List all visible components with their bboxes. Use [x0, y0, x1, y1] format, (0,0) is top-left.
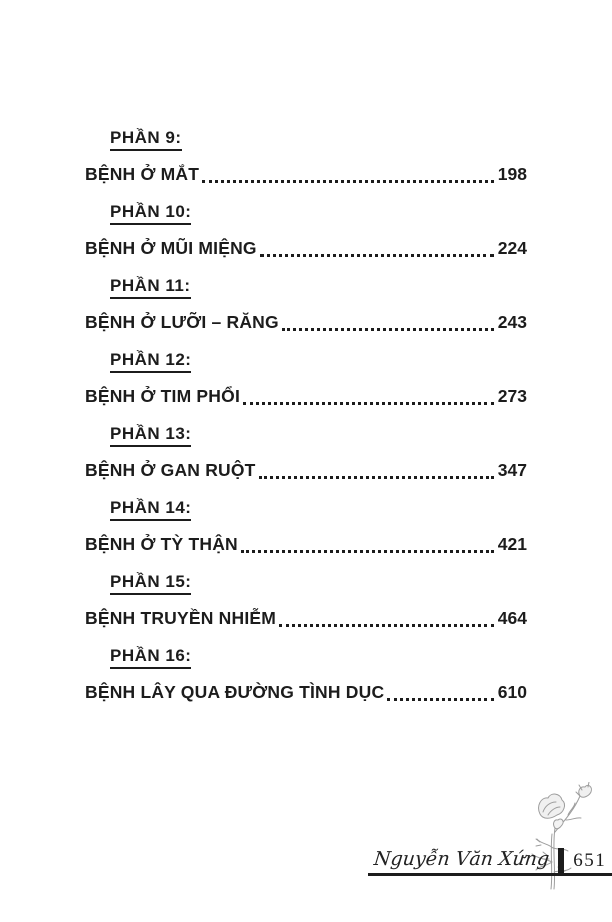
toc-section-heading: PHẦN 11: [110, 276, 191, 299]
dot-leader [243, 402, 494, 405]
toc-section-heading: PHẦN 9: [110, 128, 182, 151]
toc-heading-row [110, 202, 527, 225]
toc-entry-page-number: 347 [497, 460, 527, 480]
toc-section-heading: PHẦN 14: [110, 498, 191, 521]
page-number: 651 [573, 849, 607, 871]
dot-leader [202, 180, 494, 183]
toc-list [85, 128, 527, 720]
dot-leader [259, 476, 494, 479]
toc-entry-title: BỆNH Ở LƯỠI – RĂNG [85, 312, 279, 332]
toc-section [85, 276, 527, 335]
toc-entry [85, 164, 527, 187]
toc-section-heading: PHẦN 10: [110, 202, 191, 225]
toc-entry-title: BỆNH Ở TỲ THẬN [85, 534, 238, 554]
toc-entry-page-number: 610 [497, 682, 527, 702]
toc-heading-row [110, 572, 527, 595]
author-signature: Nguyễn Văn Xứng [372, 848, 551, 870]
toc-entry [85, 238, 527, 261]
toc-section [85, 646, 527, 705]
toc-entry-page-number: 273 [497, 386, 527, 406]
dot-leader [282, 328, 494, 331]
dot-leader [241, 550, 494, 553]
toc-entry-title: BỆNH Ở GAN RUỘT [85, 460, 256, 480]
toc-entry-title: BỆNH Ở TIM PHỔI [85, 386, 241, 406]
dot-leader [260, 254, 494, 257]
toc-entry [85, 312, 527, 335]
toc-section [85, 572, 527, 631]
toc-entry-page-number: 464 [497, 608, 527, 628]
toc-heading-row [110, 128, 527, 151]
toc-heading-row [110, 276, 527, 299]
toc-section-heading: PHẦN 16: [110, 646, 191, 669]
toc-entry-page-number: 224 [497, 238, 527, 258]
page-footer [0, 844, 612, 904]
toc-entry [85, 386, 527, 409]
toc-section-heading: PHẦN 12: [110, 350, 191, 373]
toc-heading-row [110, 350, 527, 373]
toc-section [85, 424, 527, 483]
toc-entry [85, 534, 527, 557]
toc-section-heading: PHẦN 15: [110, 572, 191, 595]
dot-leader [279, 624, 494, 627]
toc-entry-title: BỆNH LÂY QUA ĐƯỜNG TÌNH DỤC [85, 682, 385, 702]
toc-section [85, 202, 527, 261]
toc-heading-row [110, 646, 527, 669]
toc-heading-row [110, 498, 527, 521]
toc-section [85, 128, 527, 187]
toc-entry-title: BỆNH Ở MŨI MIỆNG [85, 238, 257, 258]
dot-leader [387, 698, 494, 701]
toc-entry-title: BỆNH TRUYỀN NHIỄM [85, 608, 277, 628]
toc-entry-page-number: 243 [497, 312, 527, 332]
toc-heading-row [110, 424, 527, 447]
toc-section [85, 498, 527, 557]
toc-entry-page-number: 198 [497, 164, 527, 184]
toc-section [85, 350, 527, 409]
toc-entry-title: BỆNH Ở MẮT [85, 164, 200, 184]
toc-section-heading: PHẦN 13: [110, 424, 191, 447]
toc-entry-page-number: 421 [497, 534, 527, 554]
footer-content [374, 844, 606, 874]
toc-entry [85, 682, 527, 705]
toc-entry [85, 608, 527, 631]
toc-entry [85, 460, 527, 483]
